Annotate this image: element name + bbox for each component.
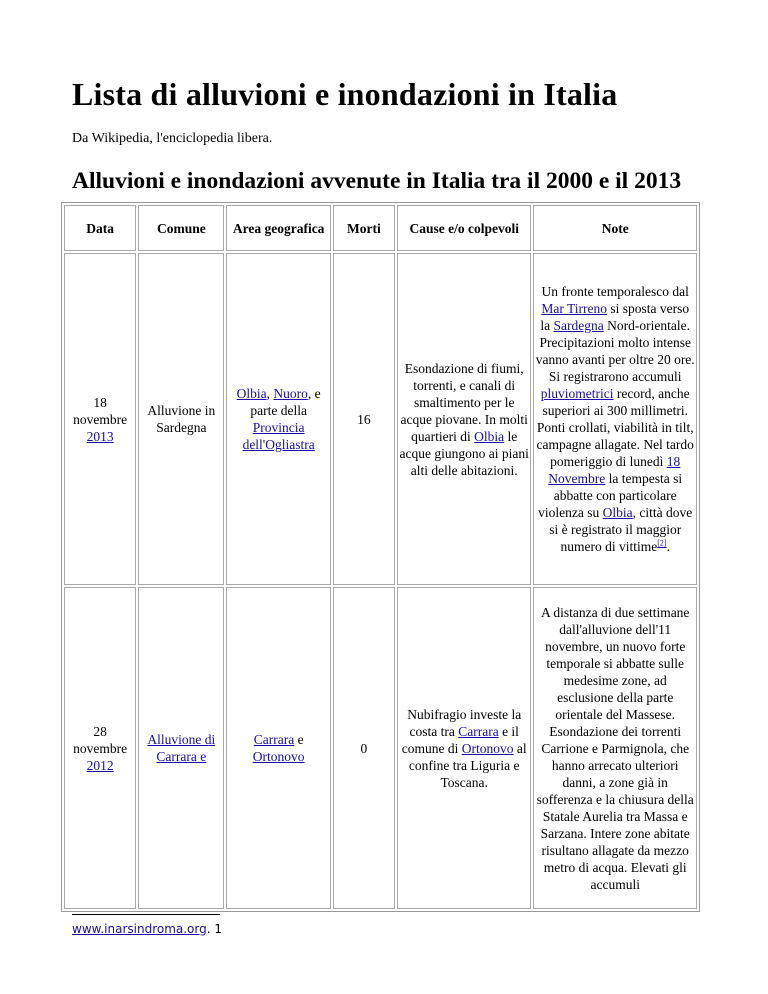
note-link-18-novembre[interactable]: 18 Novembre	[548, 454, 681, 486]
cause-link-carrara[interactable]: Carrara	[458, 723, 499, 739]
footnote-ref[interactable]: [2]	[657, 538, 667, 548]
table-row	[64, 587, 697, 909]
footer-divider	[72, 914, 220, 915]
cell-comune: Alluvione in Sardegna	[138, 253, 224, 585]
note-text: Nord-orientale. Precipitazioni molto intense vanno avanti per oltre 20 ore. Si registrarono accumuli	[535, 318, 695, 384]
note-text: la tempesta si abbatte con particolare violenza su	[538, 471, 683, 520]
comune-link[interactable]: Alluvione di Carrara e	[147, 732, 216, 764]
cause-text: Esondazione di fiumi, torrenti, e canali di smaltimento per le acque piovane. In molti quartieri di	[400, 360, 528, 444]
area-link-ogliastra[interactable]: Provincia dell'Ogliastra	[242, 420, 315, 452]
section-title: Alluvioni e inondazioni avvenute in Italia tra il 2000 e il 2013	[72, 168, 682, 194]
header-data[interactable]: Data	[64, 205, 136, 251]
floods-table	[61, 202, 700, 912]
date-year-link[interactable]: 2013	[86, 428, 114, 444]
area-link-ortonovo[interactable]: Ortonovo	[252, 749, 305, 764]
page-subtitle: Da Wikipedia, l'enciclopedia libera.	[72, 131, 273, 146]
cell-note	[533, 253, 697, 585]
note-text: Un fronte temporalesco dal	[541, 284, 689, 299]
page-footer	[72, 922, 222, 936]
date-year-link[interactable]: 2012	[86, 757, 114, 773]
date-day: 28	[93, 723, 107, 739]
cell-comune	[138, 587, 224, 909]
note-link-mar-tirreno[interactable]: Mar Tirreno	[541, 301, 607, 316]
cell-area	[226, 253, 330, 585]
area-text: e	[294, 732, 304, 747]
note-link-sardegna[interactable]: Sardegna	[553, 318, 604, 333]
table-row	[64, 253, 697, 585]
area-text: , e parte della	[250, 386, 321, 418]
cell-note: A distanza di due settimane dall'alluvione dell'11 novembre, un nuovo forte temporale si abbatte sulle medesime zone, ad esclusione della parte orientale del Massese. Esondazione dei torrenti Carrione e Parmignola, che hanno arrecato ulteriori danni, a zone già in sofferenza e la chiusura della Statale Aurelia tra Massa e Sarzana. Intere zone abitate risultano allagate da mezzo metro di acqua. Elevati gli accumuli	[533, 587, 697, 909]
cause-text: e il comune di	[401, 723, 519, 756]
header-comune[interactable]: Comune	[138, 205, 224, 251]
cell-cause	[397, 587, 531, 909]
table-header-row	[64, 205, 697, 251]
header-area[interactable]: Area geografica	[226, 205, 330, 251]
date-month: novembre	[73, 740, 128, 756]
area-link-carrara[interactable]: Carrara	[253, 732, 295, 747]
cause-link-olbia[interactable]: Olbia	[474, 428, 505, 444]
cell-morti: 0	[333, 587, 395, 909]
area-link-nuoro[interactable]: Nuoro	[273, 386, 308, 401]
cause-text: le acque giungono ai piani alti delle abitazioni.	[399, 428, 529, 478]
cell-morti: 16	[333, 253, 395, 585]
note-text: record, anche superiori ai 300 millimetri. Ponti crollati, viabilità in tilt, campagne allagate. Nel tardo pomeriggio di lunedì	[536, 386, 694, 469]
date-month: novembre	[73, 411, 128, 427]
cell-date	[64, 587, 136, 909]
cell-area	[226, 587, 330, 909]
cause-text: Nubifragio investe la costa tra	[407, 706, 522, 739]
date-day: 18	[93, 394, 107, 410]
header-morti[interactable]: Morti	[333, 205, 395, 251]
cause-link-ortonovo[interactable]: Ortonovo	[461, 740, 514, 756]
area-separator: ,	[266, 386, 274, 401]
header-cause[interactable]: Cause e/o colpevoli	[397, 205, 531, 251]
header-note[interactable]: Note	[533, 205, 697, 251]
cell-date	[64, 253, 136, 585]
note-link-olbia[interactable]: Olbia	[602, 505, 633, 520]
area-link-olbia[interactable]: Olbia	[236, 386, 267, 401]
note-text: , città dove si è registrato il maggior numero di vittime	[549, 505, 693, 554]
cause-text: al confine tra Liguria e Toscana.	[408, 740, 527, 790]
note-text: si sposta verso la	[540, 301, 690, 333]
page-number: . 1	[206, 922, 223, 936]
footer-url-link[interactable]: www.inarsindroma.org	[72, 922, 207, 936]
note-text: .	[666, 539, 670, 554]
note-link-pluviometrici[interactable]: pluviometrici	[540, 386, 614, 401]
cell-cause	[397, 253, 531, 585]
page-title: Lista di alluvioni e inondazioni in Italia	[72, 76, 618, 112]
